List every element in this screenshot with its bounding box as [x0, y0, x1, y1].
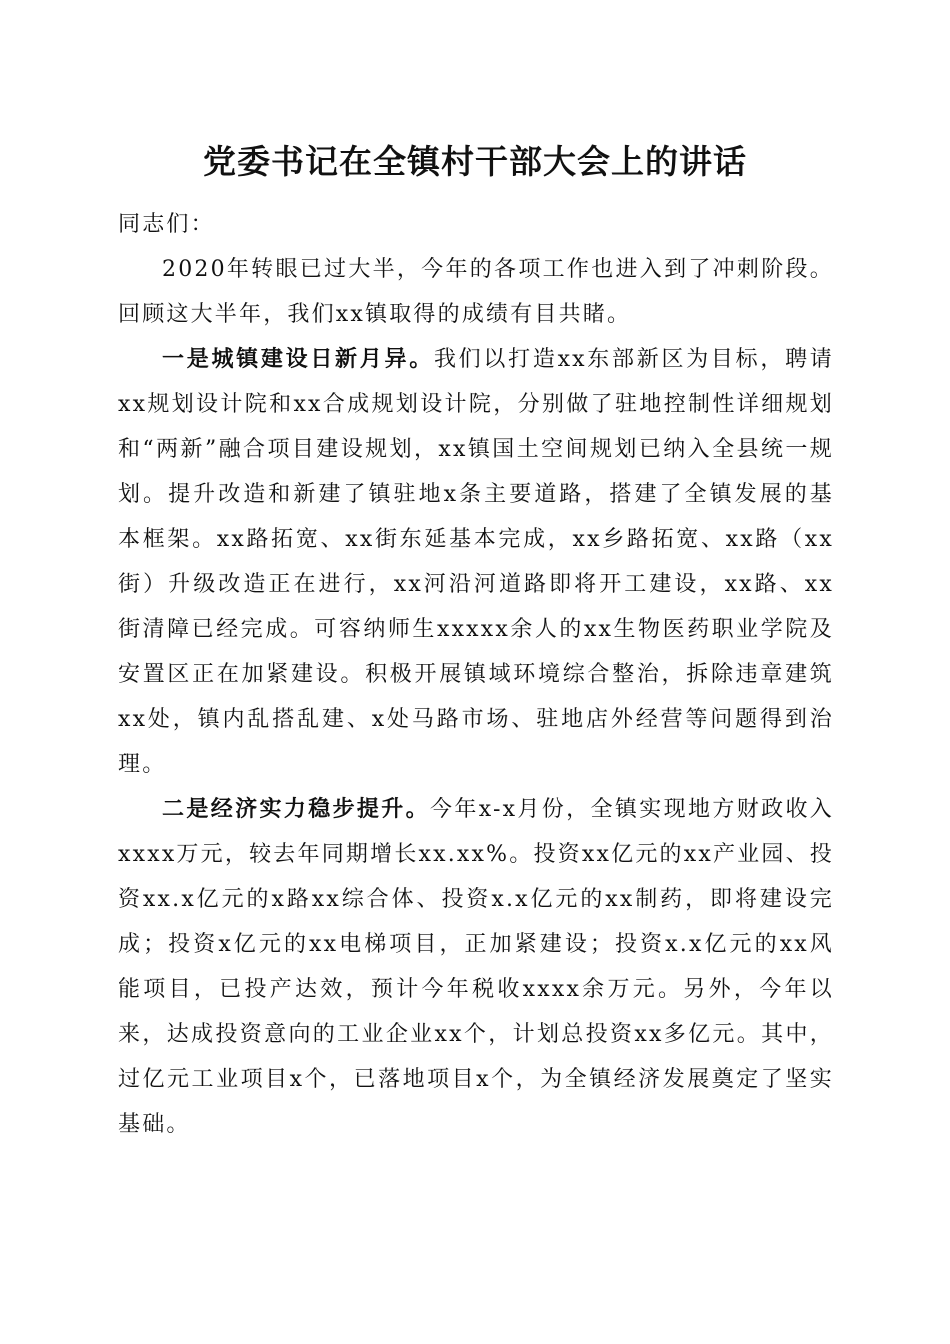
paragraph-lead: 二是经济实力稳步提升。 — [162, 796, 431, 822]
salutation: 同志们： — [118, 212, 215, 237]
paragraph-intro — [118, 247, 834, 337]
paragraph-urban-construction — [118, 337, 834, 787]
document-body — [118, 202, 834, 1147]
paragraph-lead: 一是城镇建设日新月异。 — [162, 346, 434, 372]
paragraph-text: 2020年转眼已过大半，今年的各项工作也进入到了冲刺阶段。回顾这大半年，我们xx镇取得的成绩有目共睹。 — [118, 257, 834, 327]
document-title: 党委书记在全镇村干部大会上的讲话 — [203, 142, 747, 181]
paragraph-economic-strength — [118, 787, 834, 1147]
paragraph-text: 今年x-x月份，全镇实现地方财政收入xxxx万元，较去年同期增长xx.xx%。投资xx亿元的xx产业园、投资xx.x亿元的x路xx综合体、投资x.x亿元的xx制药，即将建设完成；投资x亿元的xx电梯项目，正加紧建设；投资x.x亿元的xx风能项目，已投产达效，预计今年税收xxxx余万元。另外，今年以来，达成投资意向的工业企业xx个，计划总投资xx多亿元。其中，过亿元工业项目x个，已落地项目x个，为全镇经济发展奠定了坚实基础。 — [118, 797, 835, 1137]
paragraph-text: 我们以打造xx东部新区为目标，聘请xx规划设计院和xx合成规划设计院，分别做了驻地控制性详细规划和“两新”融合项目建设规划，xx镇国土空间规划已纳入全县统一规划。提升改造和新建了镇驻地x条主要道路，搭建了全镇发展的基本框架。xx路拓宽、xx街东延基本完成，xx乡路拓宽、xx路（xx街）升级改造正在进行，xx河沿河道路即将开工建设，xx路、xx街清障已经完成。可容纳师生xxxxx余人的xx生物医药职业学院及安置区正在加紧建设。积极开展镇域环境综合整治，拆除违章建筑xx处，镇内乱搭乱建、x处马路市场、驻地店外经营等问题得到治理。 — [118, 347, 835, 777]
